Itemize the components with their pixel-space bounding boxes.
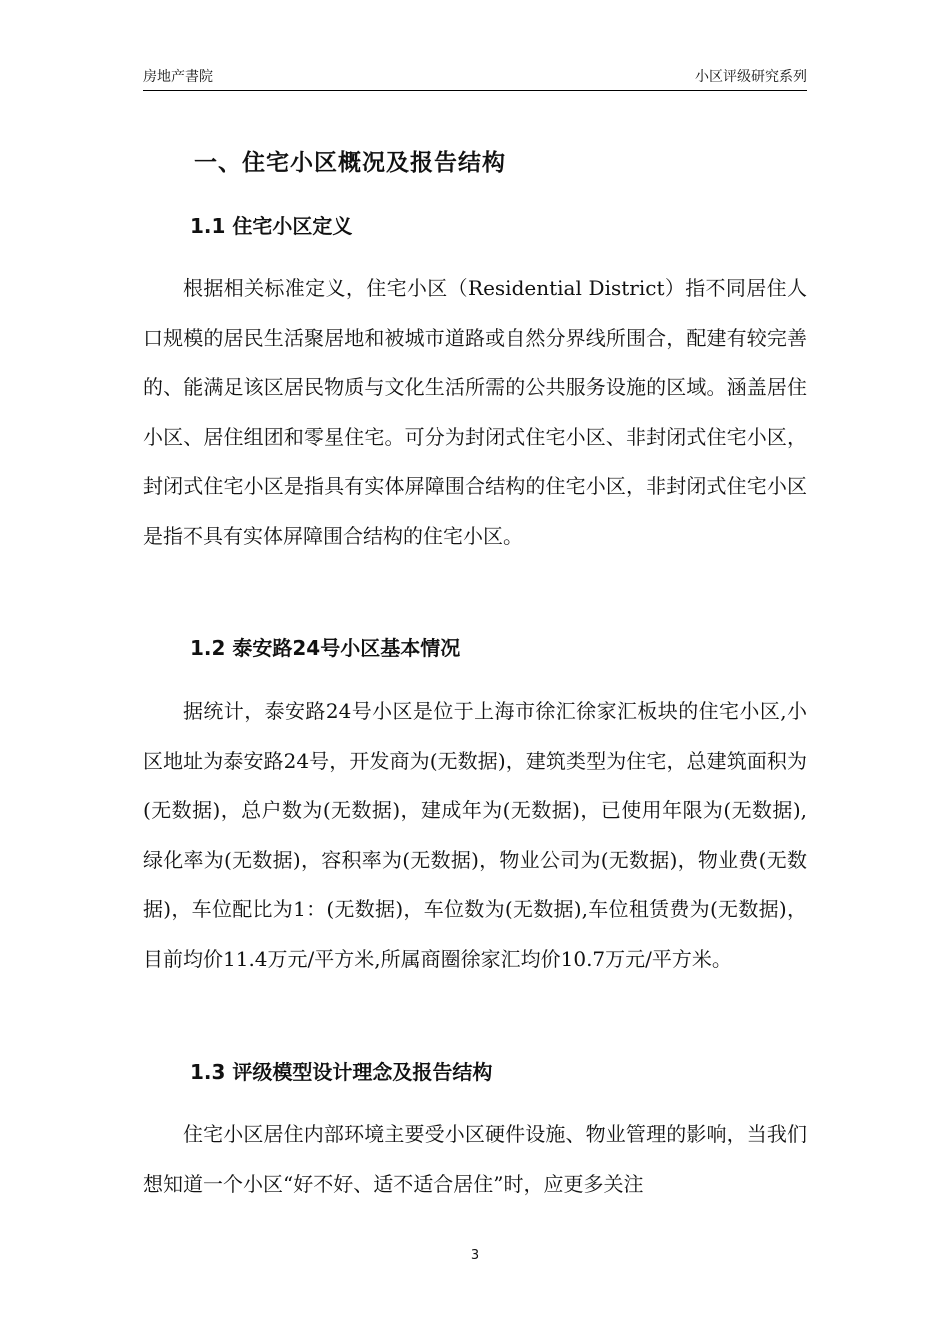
subsection-heading-1-2: 1.2 泰安路24号小区基本情况 [190, 636, 461, 660]
subsection-heading-1-1: 1.1 住宅小区定义 [190, 214, 353, 238]
page-number: 3 [470, 1248, 480, 1263]
subsection-heading-1-3: 1.3 评级模型设计理念及报告结构 [190, 1060, 493, 1084]
paragraph-basic-info: 据统计，泰安路24号小区是位于上海市徐汇徐家汇板块的住宅小区,小区地址为泰安路24号，开发商为(无数据)，建筑类型为住宅，总建筑面积为(无数据)，总户数为(无数据)，建成年为(无数据)，已使用年限为(无数据),绿化率为(无数据)，容积率为(无数据)，物业公司为(无数据)，物业费(无数据)，车位配比为1：(无数据)，车位数为(无数据),车位租赁费为(无数据)，目前均价11.4万元/平方米,所属商圈徐家汇均价10.7万元/平方米。 [143, 699, 807, 971]
header-publisher: 房地产書院 [143, 69, 213, 85]
paragraph-model-design: 住宅小区居住内部环境主要受小区硬件设施、物业管理的影响，当我们想知道一个小区“好不好、适不适合居住”时，应更多关注 [143, 1122, 807, 1196]
header-series: 小区评级研究系列 [695, 69, 807, 85]
paragraph-definition: 根据相关标准定义，住宅小区（Residential District）指不同居住人口规模的居民生活聚居地和被城市道路或自然分界线所围合，配建有较完善的、能满足该区居民物质与文化生活所需的公共服务设施的区域。涵盖居住小区、居住组团和零星住宅。可分为封闭式住宅小区、非封闭式住宅小区，封闭式住宅小区是指具有实体屏障围合结构的住宅小区，非封闭式住宅小区是指不具有实体屏障围合结构的住宅小区。 [143, 276, 807, 548]
page-header [143, 66, 807, 91]
section-heading: 一、住宅小区概况及报告结构 [194, 150, 506, 176]
